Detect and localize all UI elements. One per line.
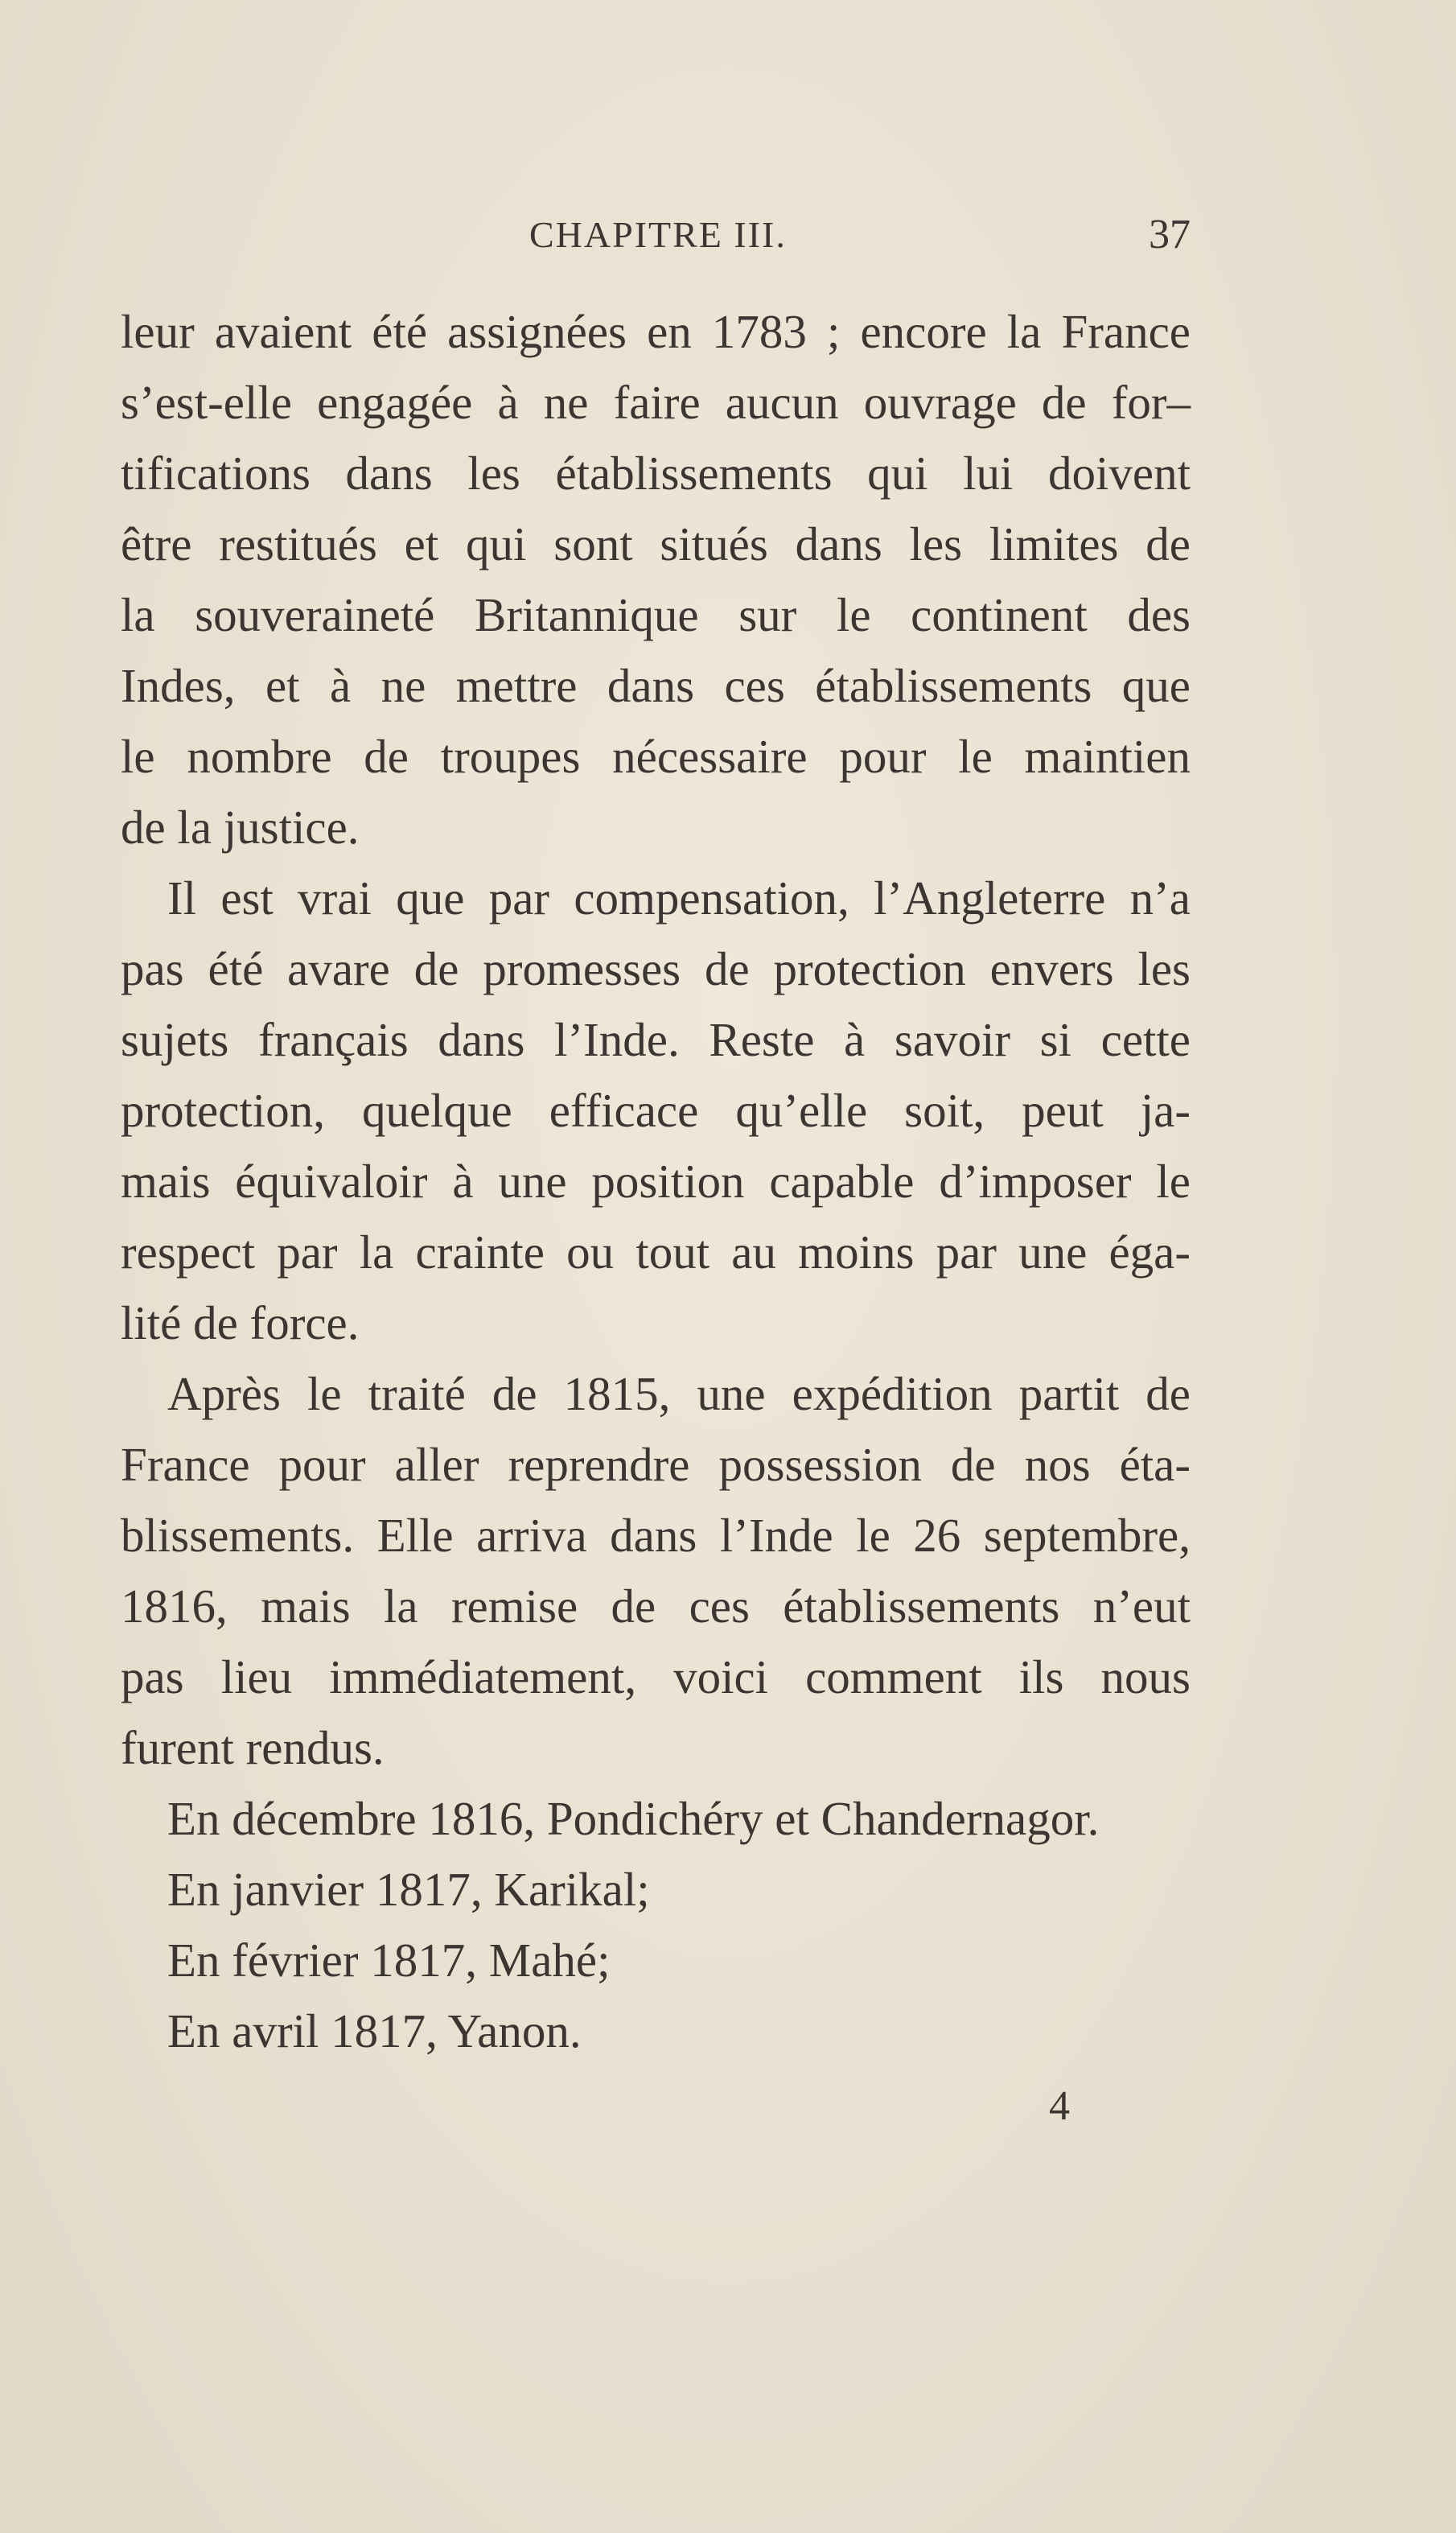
list-item: En janvier 1817, Karikal; <box>167 1863 650 1916</box>
list-item: En avril 1817, Yanon. <box>167 2004 582 2057</box>
text-line: tifications dans les établissements qui lui doivent <box>121 447 1191 500</box>
text-line: le nombre de troupes nécessaire pour le maintien <box>121 730 1191 783</box>
text-line: la souveraineté Britannique sur le continent des <box>121 588 1191 641</box>
running-head: CHAPITRE III. <box>529 214 787 255</box>
text-line: mais équivaloir à une position capable d’imposer le <box>121 1155 1191 1208</box>
signature-mark: 4 <box>1049 2083 1070 2129</box>
text-line: Il est vrai que par compensation, l’Angleterre n’a <box>167 871 1191 925</box>
page-number: 37 <box>1149 212 1191 257</box>
text-line: France pour aller reprendre possession de nos éta- <box>121 1438 1191 1491</box>
text-line: Après le traité de 1815, une expédition partit de <box>167 1367 1191 1420</box>
text-line: leur avaient été assignées en 1783 ; encore la France <box>121 305 1191 358</box>
text-line: Indes, et à ne mettre dans ces établissements que <box>121 659 1191 712</box>
text-line: blissements. Elle arriva dans l’Inde le 26 septembre, <box>121 1509 1191 1562</box>
text-line: pas été avare de promesses de protection envers les <box>121 942 1191 995</box>
text-line: lité de force. <box>121 1296 360 1349</box>
text-line: être restitués et qui sont situés dans les limites de <box>121 517 1191 570</box>
body-text <box>121 296 1191 2066</box>
text-line: 1816, mais la remise de ces établissements n’eut <box>121 1580 1191 1633</box>
text-line: s’est-elle engagée à ne faire aucun ouvrage de for– <box>121 376 1191 429</box>
text-line: respect par la crainte ou tout au moins par une éga- <box>121 1225 1191 1279</box>
page-header <box>121 211 1191 259</box>
text-line: sujets français dans l’Inde. Reste à savoir si cette <box>121 1013 1191 1066</box>
text-line: pas lieu immédiatement, voici comment ils nous <box>121 1650 1191 1703</box>
text-line: protection, quelque efficace qu’elle soit, peut ja- <box>121 1084 1191 1137</box>
text-line: furent rendus. <box>121 1721 385 1774</box>
list-item: En décembre 1816, Pondichéry et Chandernagor. <box>167 1792 1100 1845</box>
text-line: de la justice. <box>121 801 360 854</box>
list-item: En février 1817, Mahé; <box>167 1934 611 1987</box>
